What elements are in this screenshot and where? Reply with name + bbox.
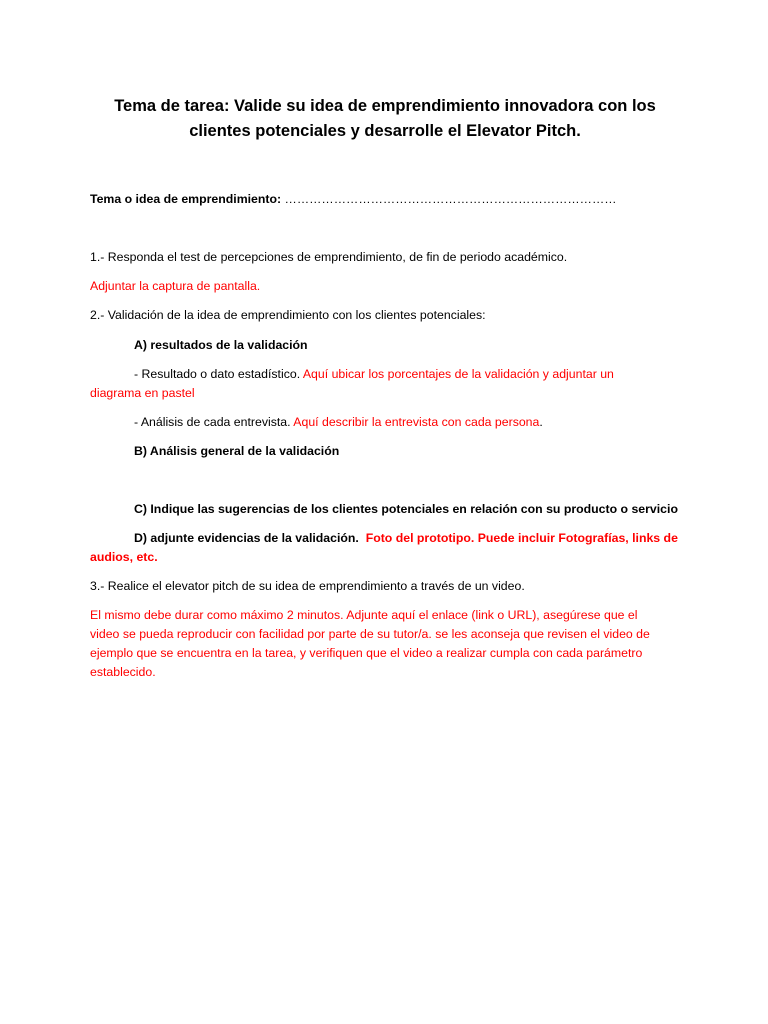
item-3-text: 3.- Realice el elevator pitch de su idea de emprendimiento a través de un video. [90, 579, 525, 593]
page-title [90, 94, 680, 144]
statistic-label: - Resultado o dato estadístico. [134, 367, 301, 381]
section-c-heading: C) Indique las sugerencias de los clientes potenciales en relación con su producto o servicio [134, 502, 678, 516]
item-2-text: 2.- Validación de la idea de emprendimiento con los clientes potenciales: [90, 308, 486, 322]
tema-blank: ……………………………………………………………………… [284, 192, 617, 206]
tema-label: Tema o idea de emprendimiento: [90, 192, 282, 206]
tema-line [90, 190, 680, 209]
item-1-text: 1.- Responda el test de percepciones de emprendimiento, de fin de periodo académico. [90, 250, 568, 264]
section-a-heading: A) resultados de la validación [134, 338, 308, 352]
section-d-instruction: Foto del prototipo. Puede incluir Fotografías, links de [365, 531, 678, 545]
interviews-label: - Análisis de cada entrevista. [134, 415, 291, 429]
item-3-note [90, 606, 680, 682]
section-a-statistic [90, 365, 680, 403]
item-3-note-line-2: video se pueda reproducir con facilidad por parte de su tutor/a. se les aconseja que revisen el video de [90, 627, 650, 641]
statistic-instruction: Aquí ubicar los porcentajes de la validación y adjuntar un [302, 367, 614, 381]
interviews-period: . [539, 415, 543, 429]
section-d [90, 529, 680, 567]
section-b-heading: B) Análisis general de la validación [134, 444, 340, 458]
title-line-1: Tema de tarea: Valide su idea de emprendimiento innovadora con los [114, 97, 656, 115]
statistic-instruction-cont: diagrama en pastel [90, 386, 195, 400]
section-d-instruction-cont: audios, etc. [90, 550, 158, 564]
section-a-interviews [90, 413, 680, 432]
interviews-instruction: Aquí describir la entrevista con cada persona [293, 415, 540, 429]
title-line-2: clientes potenciales y desarrolle el Elevator Pitch. [189, 122, 581, 140]
item-1-note: Adjuntar la captura de pantalla. [90, 279, 261, 293]
item-3-note-line-3: ejemplo que se encuentra en la tarea, y verifiquen que el video a realizar cumpla con cada parámetro [90, 646, 643, 660]
section-d-heading: D) adjunte evidencias de la validación. [134, 531, 359, 545]
item-3-note-line-4: establecido. [90, 665, 156, 679]
item-3-note-line-1: El mismo debe durar como máximo 2 minutos. Adjunte aquí el enlace (link o URL), asegúrese que el [90, 608, 638, 622]
